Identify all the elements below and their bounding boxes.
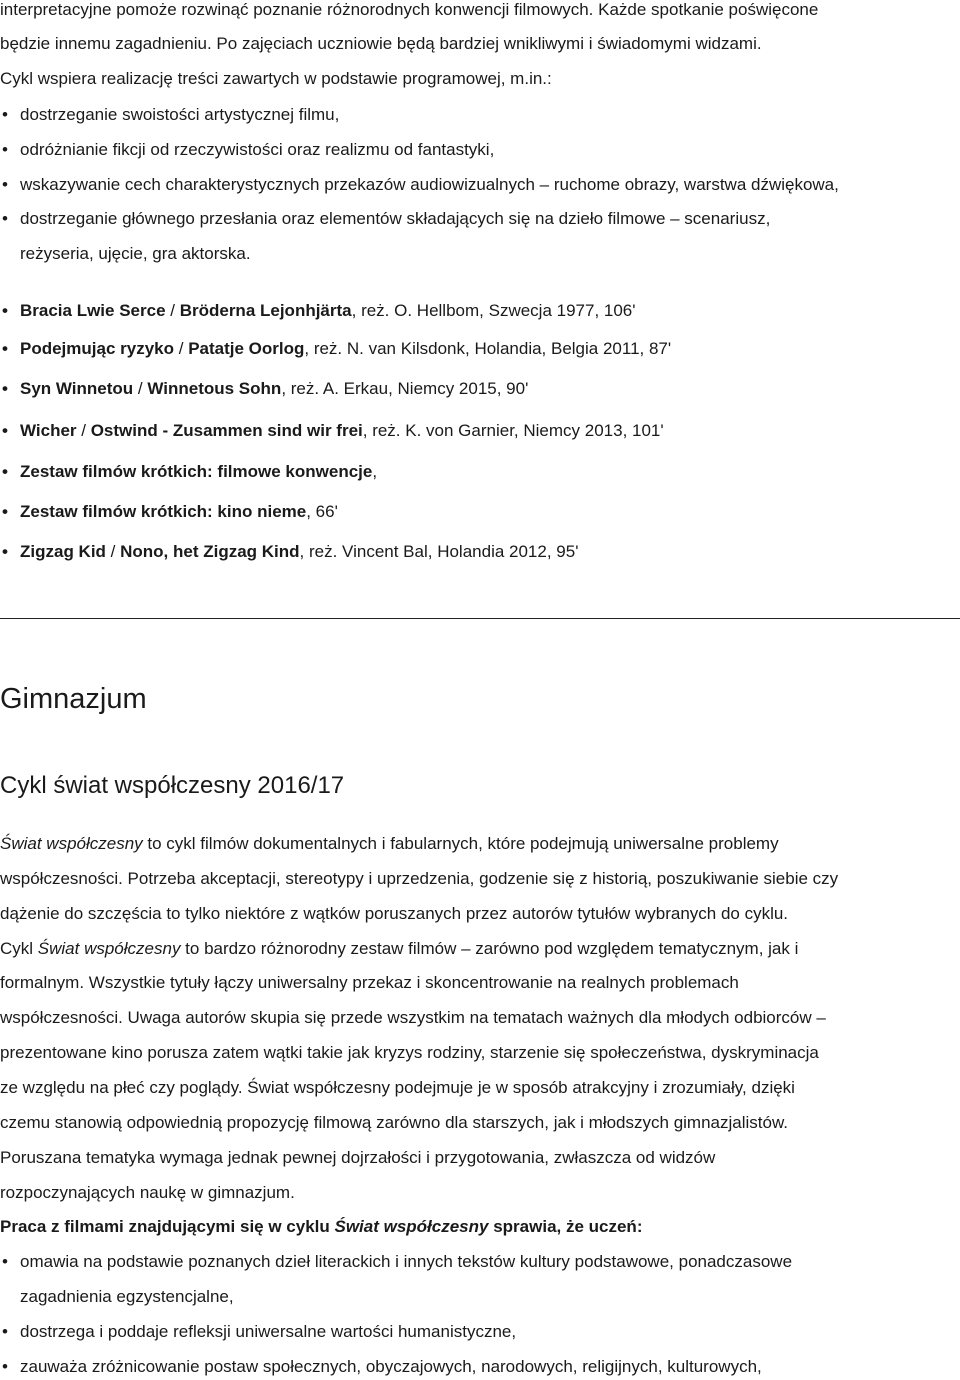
bullet-icon: • xyxy=(2,1322,8,1341)
desc-line: formalnym. Wszystkie tytuły łączy uniwersalny przekaz i skoncentrowanie na realnych problemach xyxy=(0,973,739,992)
bullet-icon: • xyxy=(2,301,8,320)
cycle-name: Świat współczesny xyxy=(334,1217,489,1236)
cycle-title: Cykl świat współczesny 2016/17 xyxy=(0,772,345,799)
bullet-icon: • xyxy=(2,1357,8,1376)
desc-line: współczesności. Potrzeba akceptacji, stereotypy i uprzedzenia, godzenie się z historią, poszukiwanie siebie czy xyxy=(0,869,839,888)
intro-line-1: interpretacyjne pomoże rozwinąć poznanie różnorodnych konwencji filmowych. Każde spotkanie poświęcone xyxy=(0,0,819,19)
bullet-icon: • xyxy=(2,140,8,159)
section-title: Gimnazjum xyxy=(0,683,147,715)
bullet-icon: • xyxy=(2,175,8,194)
cycle-name: Świat współczesny xyxy=(37,939,181,958)
film-original-title: Bröderna Lejonhjärta xyxy=(179,301,352,320)
film-original-title: Patatje Oorlog xyxy=(188,339,305,358)
film-title: Wicher xyxy=(20,421,77,440)
bullet-icon: • xyxy=(2,502,8,521)
bullet-icon: • xyxy=(2,1252,8,1271)
desc-line: prezentowane kino porusza zatem wątki takie jak kryzys rodziny, starzenie się społeczeństwa, dyskryminacja xyxy=(0,1043,819,1062)
intro-line-2: będzie innemu zagadnieniu. Po zajęciach uczniowie będą bardziej wnikliwymi i świadomymi widzami. xyxy=(0,34,762,53)
film-title: Podejmując ryzyko xyxy=(20,339,175,358)
bullet-icon: • xyxy=(2,462,8,481)
film-original-title: Winnetous Sohn xyxy=(147,379,282,398)
intro-line-3: Cykl wspiera realizację treści zawartych w podstawie programowej, m.in.: xyxy=(0,69,552,88)
film-original-title: Ostwind - Zusammen sind wir frei xyxy=(90,421,363,440)
film-details: , reż. O. Hellbom, Szwecja 1977, 106' xyxy=(351,301,636,320)
section-divider xyxy=(0,618,960,619)
desc-line: współczesności. Uwaga autorów skupia się przede wszystkim na tematach ważnych dla młodych odbiorców – xyxy=(0,1008,826,1027)
film-title: Zigzag Kid xyxy=(20,542,106,561)
bullet-icon: • xyxy=(2,209,8,228)
film-details: , xyxy=(372,462,378,481)
bullet-icon: • xyxy=(2,542,8,561)
film-details: , reż. N. van Kilsdonk, Holandia, Belgia 2011, 87' xyxy=(304,339,672,358)
film-title: Zestaw filmów krótkich: kino nieme xyxy=(20,502,307,521)
bullet-icon: • xyxy=(2,379,8,398)
work-heading: Praca z filmami znajdującymi się w cyklu Świat współczesny sprawia, że uczeń: xyxy=(0,1217,643,1236)
desc-line: Cykl Świat współczesny to bardzo różnorodny zestaw filmów – zarówno pod względem tematycznym, jak i xyxy=(0,939,799,958)
desc-line: dążenie do szczęścia to tylko niektóre z wątków poruszanych przez autorów tytułów wybranych do cyklu. xyxy=(0,904,789,923)
desc-line: Świat współczesny to cykl filmów dokumentalnych i fabularnych, które podejmują uniwersalne problemy xyxy=(0,834,779,853)
desc-line: czemu stanowią odpowiednią propozycję filmową zarówno dla starszych, jak i młodszych gimnazjalistów. xyxy=(0,1113,789,1132)
bullet-icon: • xyxy=(2,339,8,358)
desc-line: ze względu na płeć czy poglądy. Świat współczesny podejmuje je w sposób atrakcyjny i zrozumiały, dzięki xyxy=(0,1078,795,1097)
film-details: , reż. Vincent Bal, Holandia 2012, 95' xyxy=(299,542,579,561)
bullet-icon: • xyxy=(2,421,8,440)
bullet-icon: • xyxy=(2,105,8,124)
desc-line: rozpoczynających naukę w gimnazjum. xyxy=(0,1183,295,1202)
desc-line: Poruszana tematyka wymaga jednak pewnej dojrzałości i przygotowania, zwłaszcza od widzów xyxy=(0,1148,716,1167)
film-title: Bracia Lwie Serce xyxy=(20,301,166,320)
film-title: Syn Winnetou xyxy=(20,379,134,398)
film-details: , 66' xyxy=(306,502,338,521)
film-title: Zestaw filmów krótkich: filmowe konwencje xyxy=(20,462,373,481)
film-original-title: Nono, het Zigzag Kind xyxy=(120,542,300,561)
film-details: , reż. K. von Garnier, Niemcy 2013, 101' xyxy=(362,421,664,440)
cycle-name: Świat współczesny xyxy=(0,834,143,853)
film-details: , reż. A. Erkau, Niemcy 2015, 90' xyxy=(281,379,529,398)
